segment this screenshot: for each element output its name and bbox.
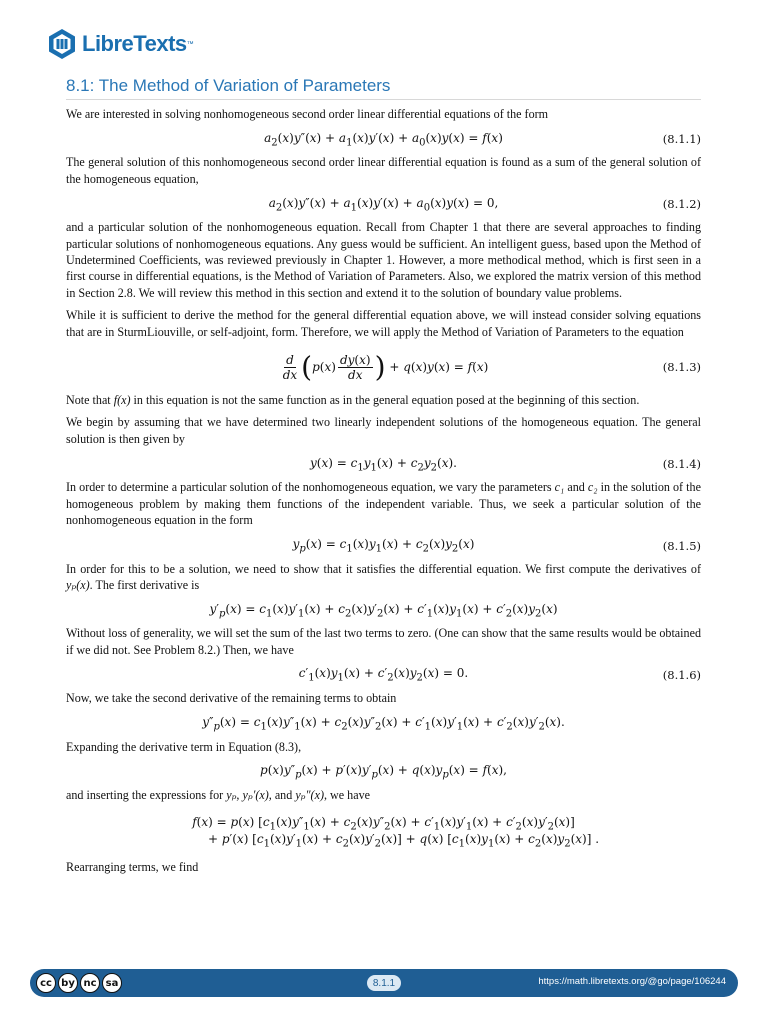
inline-math: yₚ,	[226, 787, 240, 802]
paragraph: and a particular solution of the nonhomogeneous equation. Recall from Chapter 1 that there are several approaches to finding particular solutions of nonhomogeneous equations. Any guess would be sufficient. An intelligent guess, based upon the Method of Undetermined Coefficients, was reviewed previously in Chapter 1. However, a more methodical method, which is first seen in a first course in differential equations, is the Method of Variation of Parameters. Also, we explored the matrix version of this method in Section 2.8. We will review this method in this section and extend it to the solution of boundary value problems.	[66, 220, 701, 300]
article-content	[66, 76, 701, 882]
paragraph: Without loss of generality, we will set the sum of the last two terms to zero. (One can show that the same results would be obtained if we did not. See Problem 8.2.) Then, we have	[66, 626, 701, 657]
inline-math: yₚ(x)	[66, 577, 90, 592]
page-title: 8.1: The Method of Variation of Parameters	[66, 76, 701, 100]
equation-number: (8.1.4)	[662, 457, 701, 472]
paragraph: While it is sufficient to derive the method for the general differential equation above, we will instead consider solving equations that are in SturmLiouville, or self-adjoint, form. Therefore, we will apply the Method of Variation of Parameters to the equation	[66, 308, 701, 339]
libretexts-logo-icon[interactable]	[46, 28, 78, 60]
equation-8-1-5: $y_p(x) = c_1(x)y_1(x) + c_2(x)y_2(x)$ (8.1.5)	[292, 536, 701, 555]
inline-math: yₚ″(x)	[295, 787, 324, 802]
equation-number: (8.1.5)	[662, 538, 701, 553]
nc-icon: nc	[80, 973, 100, 993]
equation-inserted: f(x) = p(x) $[c_1(x)y''_1(x) + c_2(x)y''_2(x) + c'_1(x)y'_1(x) + c'_2(x)y'_2(x)]$ + p′(x) $[c_1(x)y'_1(x) + c_2(x)y'_2(x)] + q(x) [c_1(x)y_1(x) + c_2(x)y_2(x)]$ .	[192, 814, 600, 850]
paragraph: and inserting the expressions for yₚ, yₚ′(x), and yₚ″(x), we have	[66, 787, 370, 802]
paragraph: The general solution of this nonhomogeneous second order linear differential equation is found as a sum of the general solution of the homogeneous equation,	[66, 155, 701, 186]
site-header	[46, 26, 194, 62]
inline-math: c₁	[554, 480, 565, 495]
equation-8-1-4: $y(x) = c_1y_1(x) + c_2y_2(x)$. (8.1.4)	[310, 455, 701, 473]
equation-number: (8.1.3)	[662, 360, 701, 375]
paragraph: Rearranging terms, we find	[66, 860, 199, 875]
equation-second-derivative: $y''_p(x) = c_1(x)y''_1(x) + c_2(x)y''_2(x) + c'_1(x)y'_1(x) + c'_2(x)y'_2(x)$.	[202, 714, 565, 733]
logo-text[interactable]: LibreTexts	[82, 31, 187, 56]
equation-expanded: $p(x)y''_p(x) + p'(x)y'_p(x) + q(x)y_p(x) = f(x)$,	[260, 763, 507, 781]
paragraph: We are interested in solving nonhomogeneous second order linear differential equations of the form	[66, 107, 549, 121]
logo-trademark: ™	[186, 40, 194, 48]
paragraph: We begin by assuming that we have determined two linearly independent solutions of the homogeneous equation. The general solution is then given by	[66, 415, 701, 446]
paragraph: In order to determine a particular solution of the nonhomogeneous equation, we vary the parameters c₁ and c₂ in the solution of the homogeneous problem by making them functions of the independent variable. Thus, we seek a particular solution of the nonhomogeneous equation in the form	[66, 480, 701, 528]
equation-8-1-6: $c'_1(x)y_1(x) + c'_2(x)y_2(x) = 0$. (8.1.6)	[298, 666, 701, 684]
inline-math: f(x)	[113, 393, 131, 408]
equation-8-1-3: $\frac{d}{dx}$ (p(x) $\frac{dy(x)}{dx}$ ) + q(x)y(x) = f(x) (8.1.3)	[282, 350, 701, 384]
equation-first-derivative: $y'_p(x) = c_1(x)y'_1(x) + c_2(x)y'_2(x) + c'_1(x)y_1(x) + c'_2(x)y_2(x)$	[209, 601, 558, 619]
equation-number: (8.1.2)	[662, 197, 701, 212]
cc-icon: cc	[36, 973, 56, 993]
sa-icon: sa	[102, 973, 122, 993]
by-icon: by	[58, 973, 78, 993]
license-badge[interactable]	[36, 973, 122, 993]
equation-number: (8.1.6)	[662, 668, 701, 683]
paragraph: In order for this to be a solution, we need to show that it satisfies the differential equation. We first compute the derivatives of yₚ(x). The first derivative is	[66, 561, 701, 592]
paragraph: Now, we take the second derivative of the remaining terms to obtain	[66, 691, 397, 706]
inline-math: yₚ′(x),	[242, 787, 272, 802]
inline-math: c₂	[587, 480, 598, 495]
equation-8-1-2: $a_2(x)y''(x) + a_1(x)y'(x) + a_0(x)y(x) = 0$, (8.1.2)	[268, 195, 701, 213]
equation-number: (8.1.1)	[662, 132, 701, 147]
page-footer	[30, 969, 738, 997]
paragraph: Expanding the derivative term in Equation (8.3),	[66, 739, 302, 754]
equation-8-1-1: $a_2(x)y''(x) + a_1(x)y'(x) + a_0(x)y(x) = f(x)$ (8.1.1)	[264, 130, 701, 149]
page-url-link[interactable]: https://math.libretexts.org/@go/page/106244	[538, 976, 726, 987]
paragraph: Note that f(x) in this equation is not the same function as in the general equation posed at the beginning of this section.	[66, 393, 640, 408]
page-number: 8.1.1	[367, 975, 401, 991]
